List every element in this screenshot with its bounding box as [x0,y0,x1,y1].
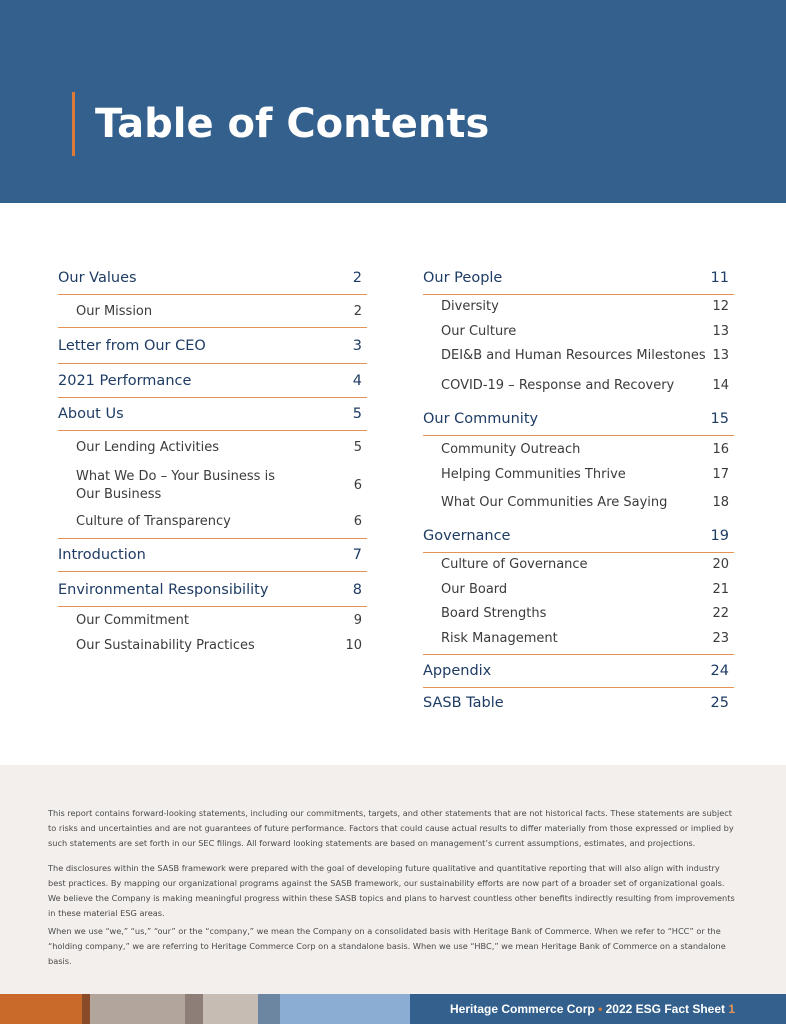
toc-entry-label: Introduction [58,547,146,563]
bottom-band [0,994,786,1024]
toc-entry-page: 16 [712,442,729,457]
disclaimer-paragraph: The disclosures within the SASB framework were prepared with the goal of developing future qualitative and quantitative reporting that will also align with industry best practices. By mapping our organizational programs against the SASB framework, our sustainability efforts are now part of a broader set of organizational goals. We believe the Company is making meaningful progress within these SASB topics and plans to harvest countless other benefits indirectly resulting from improvements in these material ESG areas. [48,863,735,918]
color-segment [90,994,185,1024]
toc-entry-label: Culture of Governance [441,557,588,572]
toc-entry[interactable] [441,378,729,393]
toc-entry[interactable] [423,695,729,711]
toc-entry[interactable] [58,406,362,422]
toc-entry[interactable] [58,373,362,389]
toc-entry[interactable] [58,582,362,598]
toc-entry-page: 13 [712,324,729,339]
toc-entry-label: Our Mission [76,304,153,319]
toc-entry-page: 15 [710,411,729,427]
divider [58,606,367,607]
toc-entry[interactable] [58,338,362,354]
toc-entry-page: 3 [352,338,362,354]
toc-entry[interactable] [423,411,729,427]
toc-entry[interactable] [423,270,729,286]
disclaimer-paragraph: When we use “we,” “us,” “our” or the “company,” we mean the Company on a consolidated basis with Heritage Bank of Commerce. When we refer to “HCC” or the “holding company,” we are referring to Heritage Commerce Corp on a standalone basis. When we use “HBC,” we mean Heritage Bank of Commerce on a standalone basis. [48,926,726,966]
divider [58,397,367,398]
toc-entry-page: 23 [712,631,729,646]
toc-entry[interactable] [58,270,362,286]
toc-entry-page: 2 [353,304,362,319]
toc-entry-label: What Our Communities Are Saying [441,495,668,510]
title-accent-bar [72,92,75,156]
toc-entry[interactable] [441,582,729,597]
toc-entry[interactable] [441,467,729,482]
color-segment [203,994,258,1024]
company-name: Heritage Commerce Corp [450,1002,595,1016]
toc-entry[interactable] [76,638,362,653]
toc-entry[interactable] [76,514,362,529]
toc-entry[interactable] [423,663,729,679]
toc-entry[interactable] [58,547,362,563]
footer-tagline [442,994,786,1024]
disclaimer-section [0,765,786,994]
divider [423,435,734,436]
divider [58,571,367,572]
page-title: Table of Contents [95,101,490,147]
toc-entry-label: Community Outreach [441,442,581,457]
divider [423,552,734,553]
toc-entry[interactable] [441,348,729,363]
toc-entry-label: DEI&B and Human Resources Milestones [441,348,706,363]
toc-entry-page: 5 [353,440,362,455]
color-segment [258,994,280,1024]
toc-entry[interactable] [441,324,729,339]
divider [58,430,367,431]
toc-entry-page: 8 [352,582,362,598]
toc-entry[interactable] [441,299,729,314]
toc-entry-label: Diversity [441,299,499,314]
toc-entry-label: Our Values [58,270,137,286]
toc-entry-page: 11 [710,270,729,286]
toc-entry-label: 2021 Performance [58,373,192,389]
disclaimer-paragraph: This report contains forward-looking statements, including our commitments, targets, and other statements that are not historical facts. These statements are subject to risks and uncertainties and are not guarantees of future performance. Factors that could cause actual results to differ materially from those expressed or implied by such statements are set forth in our SEC filings. All forward looking statements are based on management’s current assumptions, estimates, and projections. [48,808,734,848]
divider [58,327,367,328]
toc-entry-page: 5 [352,406,362,422]
toc-entry-label: Our Culture [441,324,517,339]
toc-entry-label: Environmental Responsibility [58,582,269,598]
toc-entry-label: Risk Management [441,631,558,646]
color-segment [280,994,410,1024]
toc-entry-label: Board Strengths [441,606,547,621]
toc-entry[interactable] [441,631,729,646]
divider [423,294,734,295]
color-segment [410,994,442,1024]
color-segment [185,994,203,1024]
toc-entry-label: Our Commitment [76,613,190,628]
toc-entry-page: 9 [353,613,362,628]
header-banner [0,0,786,203]
toc-entry-page: 24 [710,663,729,679]
document-title: 2022 ESG Fact Sheet [605,1002,725,1016]
toc-entry[interactable] [76,304,362,319]
toc-entry-page: 20 [712,557,729,572]
toc-entry[interactable] [423,528,729,544]
toc-entry-page: 10 [345,638,362,653]
toc-entry-label: Culture of Transparency [76,514,231,529]
toc-entry-label: Our Community [423,411,539,427]
divider [423,687,734,688]
divider [423,654,734,655]
toc-entry-page: 12 [712,299,729,314]
toc-entry[interactable] [441,557,729,572]
toc-entry-label: SASB Table [423,695,504,711]
toc-entry-label: Our Board [441,582,508,597]
divider [58,538,367,539]
toc-entry-label: Letter from Our CEO [58,338,206,354]
toc-entry[interactable] [76,468,362,504]
toc-entry-page: 13 [712,348,729,363]
toc-entry-page: 4 [352,373,362,389]
toc-entry-label: Helping Communities Thrive [441,467,626,482]
toc-entry-label: Our Sustainability Practices [76,638,255,653]
toc-entry[interactable] [76,440,362,455]
toc-entry-page: 6 [353,514,362,529]
toc-entry-page: 22 [712,606,729,621]
toc-entry-page: 17 [712,467,729,482]
toc-entry-label: Our Lending Activities [76,440,219,455]
color-segment [0,994,82,1024]
toc-entry-page: 2 [352,270,362,286]
toc-entry-label: Our People [423,270,503,286]
toc-entry-label: Governance [423,528,511,544]
toc-entry[interactable] [441,442,729,457]
toc-entry-page: 7 [352,547,362,563]
toc-entry[interactable] [441,495,729,510]
toc-entry-page: 25 [710,695,729,711]
color-segment [82,994,90,1024]
toc-entry-label: Appendix [423,663,492,679]
toc-entry[interactable] [76,613,362,628]
toc-entry-page: 19 [710,528,729,544]
separator-bullet: • [598,1002,603,1016]
toc-entry-page: 21 [712,582,729,597]
toc-entry-page: 14 [712,378,729,393]
toc-entry-label: About Us [58,406,124,422]
toc-entry-page: 6 [353,478,362,493]
page-number: 1 [728,1002,736,1016]
toc-entry-label: What We Do – Your Business is Our Business [76,469,275,502]
divider [58,294,367,295]
toc-entry[interactable] [441,606,729,621]
toc-entry-label: COVID-19 – Response and Recovery [441,378,675,393]
divider [58,363,367,364]
toc-entry-page: 18 [712,495,729,510]
